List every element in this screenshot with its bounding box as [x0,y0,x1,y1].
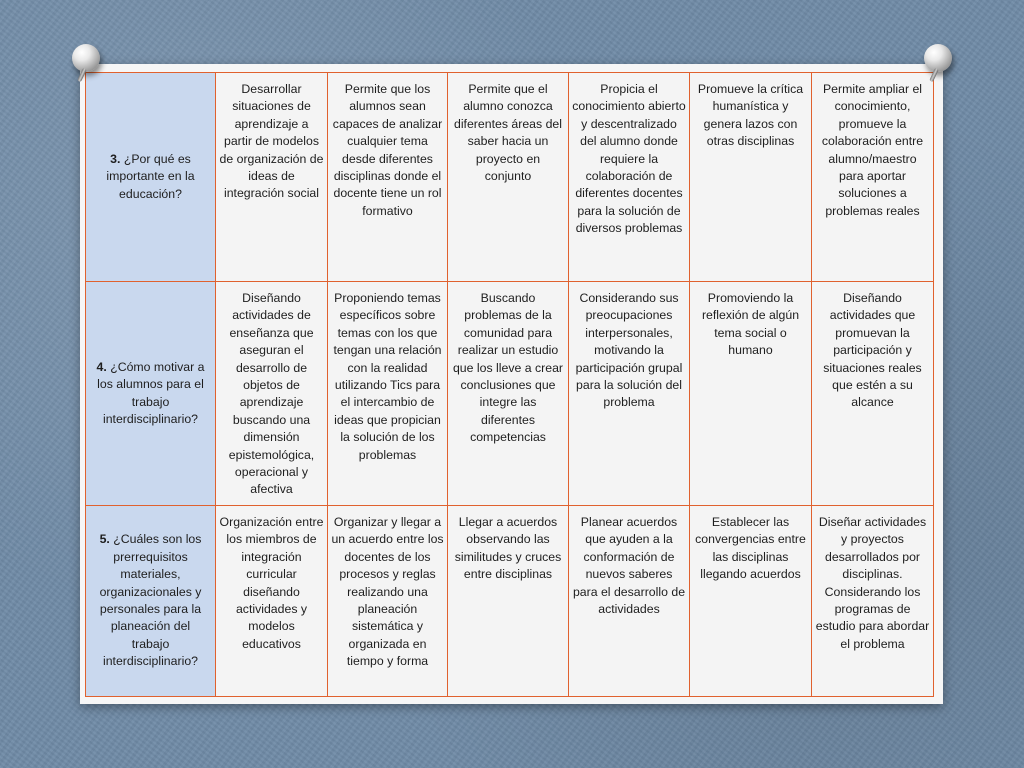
table-cell: Diseñando actividades que promuevan la participación y situaciones reales que estén a su alcance [812,282,934,506]
table-row [86,506,934,697]
question-number: 3. [110,151,121,166]
question-text: ¿Cuáles son los prerrequisitos materiales, organizacionales y personales para la planeación del trabajo interdisciplinario? [99,532,202,669]
table-cell: Organización entre los miembros de integración curricular diseñando actividades y modelos educativos [216,506,328,697]
table-cell: Promoviendo la reflexión de algún tema social o humano [690,282,812,506]
table-cell: Propicia el conocimiento abierto y descentralizado del alumno donde requiere la colaboración de diferentes docentes para la solución de diversos problemas [569,73,690,282]
table-cell: Planear acuerdos que ayuden a la conformación de nuevos saberes para el desarrollo de actividades [569,506,690,697]
question-cell [86,506,216,697]
table-cell: Permite ampliar el conocimiento, promueve la colaboración entre alumno/maestro para aportar soluciones a problemas reales [812,73,934,282]
table-cell: Diseñar actividades y proyectos desarrollados por disciplinas. Considerando los programas de estudio para abordar el problema [812,506,934,697]
table-cell: Proponiendo temas específicos sobre temas con los que tengan una relación con la realidad utilizando Tics para el intercambio de ideas que propician la solución de los problemas [328,282,448,506]
question-cell [86,282,216,506]
question-number: 4. [96,359,107,374]
table-cell: Permite que el alumno conozca diferentes áreas del saber hacia un proyecto en conjunto [448,73,569,282]
table-cell: Organizar y llegar a un acuerdo entre los docentes de los procesos y reglas realizando una planeación sistemática y organizada en tiempo y forma [328,506,448,697]
question-text: ¿Por qué es importante en la educación? [106,151,195,201]
table-cell: Establecer las convergencias entre las disciplinas llegando acuerdos [690,506,812,697]
pushpin-right-icon [924,44,952,72]
question-number: 5. [99,532,110,547]
table-row [86,282,934,506]
table-cell: Promueve la crítica humanística y genera lazos con otras disciplinas [690,73,812,282]
table-cell: Llegar a acuerdos observando las similitudes y cruces entre disciplinas [448,506,569,697]
question-cell [86,73,216,282]
table-cell: Diseñando actividades de enseñanza que aseguran el desarrollo de objetos de aprendizaje buscando una dimensión epistemológica, operacional y afectiva [216,282,328,506]
table-cell: Desarrollar situaciones de aprendizaje a partir de modelos de organización de ideas de integración social [216,73,328,282]
table-row [86,73,934,282]
table-cell: Considerando sus preocupaciones interpersonales, motivando la participación grupal para la solución del problema [569,282,690,506]
interdisciplinary-matrix-table [85,72,934,697]
pushpin-left-icon [72,44,100,72]
question-text: ¿Cómo motivar a los alumnos para el trabajo interdisciplinario? [97,359,205,426]
table-cell: Permite que los alumnos sean capaces de analizar cualquier tema desde diferentes disciplinas donde el docente tiene un rol formativo [328,73,448,282]
table-cell: Buscando problemas de la comunidad para realizar un estudio que los lleve a crear conclusiones que integre las diferentes competencias [448,282,569,506]
